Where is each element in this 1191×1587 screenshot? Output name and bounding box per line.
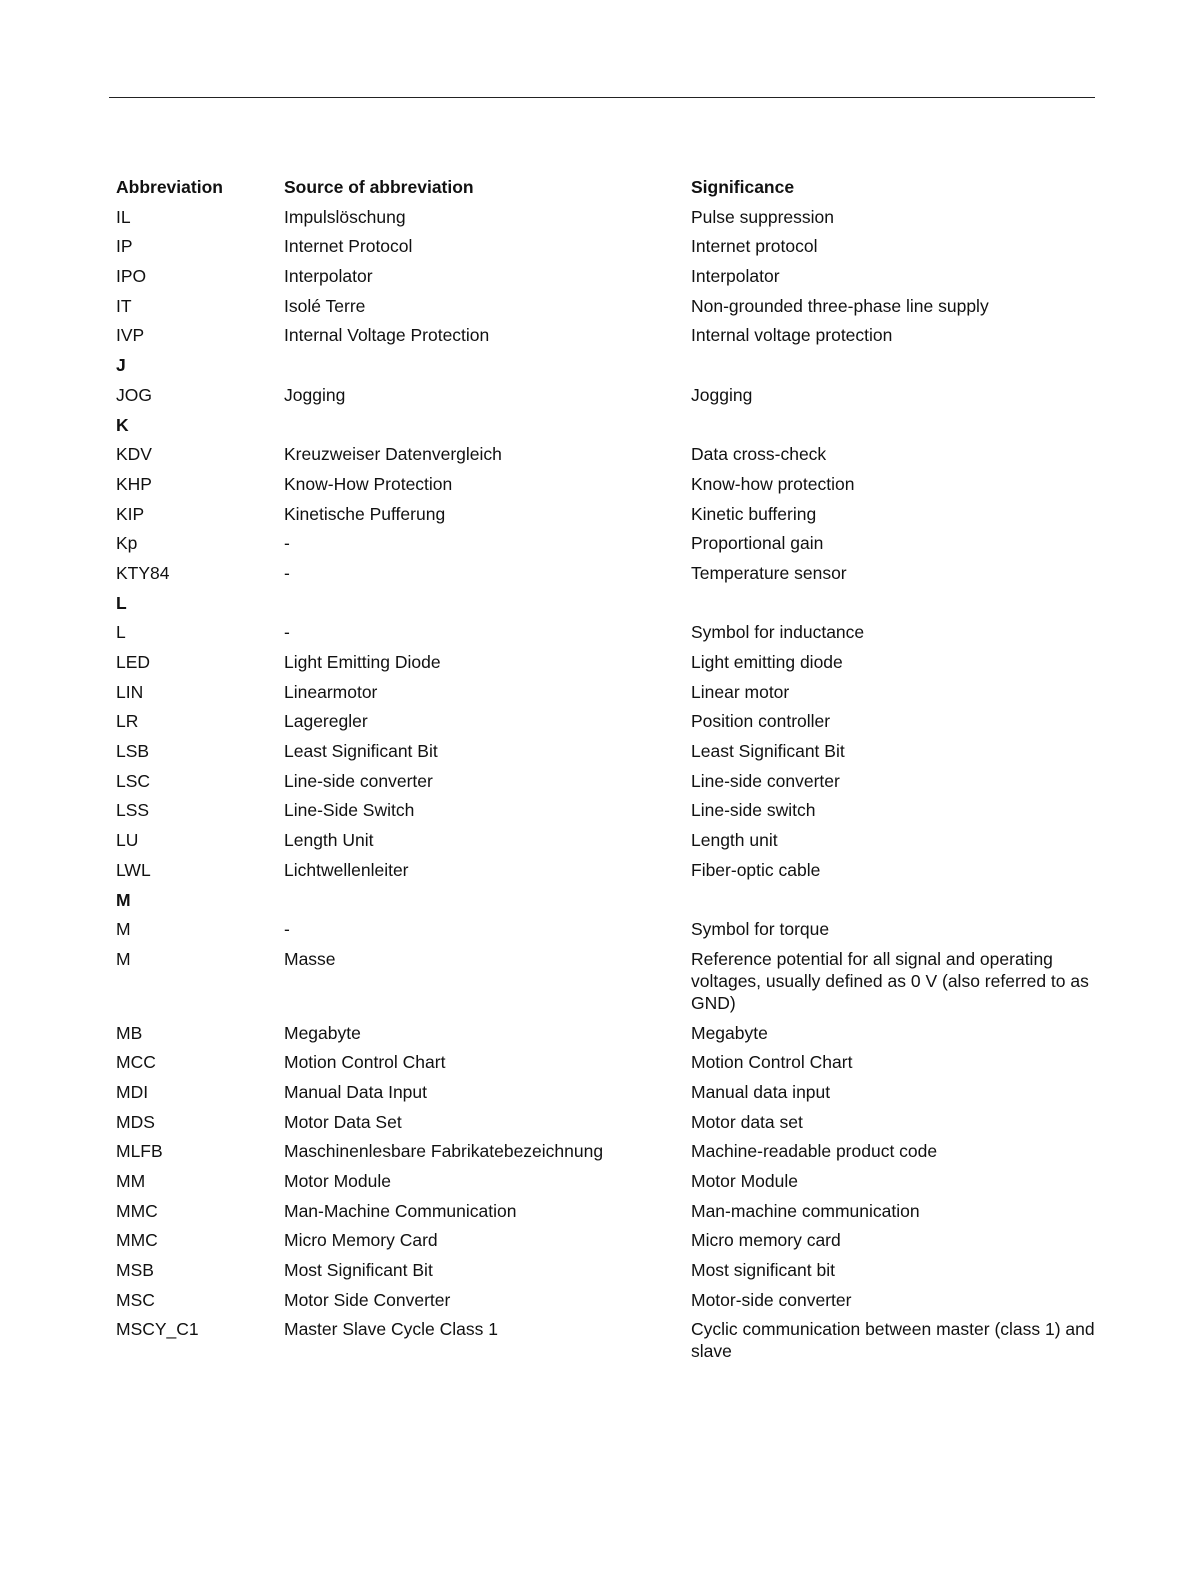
abbreviation-cell: LR <box>116 711 139 732</box>
significance-cell: Motor Module <box>691 1171 798 1191</box>
significance-cell: Line-side switch <box>691 800 816 821</box>
source-cell: Isolé Terre <box>284 295 366 316</box>
table-row <box>116 1170 1101 1200</box>
abbreviation-cell: IPO <box>116 266 147 287</box>
significance-cell: Length unit <box>691 830 778 851</box>
table-row <box>116 740 1101 770</box>
abbreviation-cell: M <box>116 948 131 969</box>
significance-cell: Reference potential for all signal and operating voltages, usually defined as 0 V (also referred to as GND) <box>691 948 1089 1013</box>
header-significance: Significance <box>691 177 795 197</box>
table-header-row <box>116 176 1101 206</box>
significance-cell: Motor data set <box>691 1111 803 1132</box>
abbreviation-cell: MSCY_C1 <box>116 1319 199 1340</box>
table-row <box>116 948 1101 1022</box>
source-cell: Motor Module <box>284 1171 391 1191</box>
header-abbreviation: Abbreviation <box>116 177 223 197</box>
table-row <box>116 829 1101 859</box>
abbreviation-cell: MMC <box>116 1200 158 1221</box>
abbreviation-cell: MB <box>116 1022 143 1043</box>
source-cell: Length Unit <box>284 830 374 851</box>
abbreviation-cell: LSB <box>116 741 150 762</box>
table-row <box>116 621 1101 651</box>
abbreviation-cell: MM <box>116 1171 146 1191</box>
section-spacer <box>284 889 1101 919</box>
significance-cell: Man-machine communication <box>691 1200 920 1221</box>
abbreviation-cell: L <box>116 622 126 643</box>
section-letter: K <box>116 414 129 435</box>
table-row <box>116 473 1101 503</box>
table-row <box>116 1022 1101 1052</box>
table-row <box>116 651 1101 681</box>
significance-cell: Motion Control Chart <box>691 1052 853 1073</box>
source-cell: Lichtwellenleiter <box>284 859 409 880</box>
significance-cell: Non-grounded three-phase line supply <box>691 295 989 316</box>
significance-cell: Cyclic communication between master (class 1) and slave <box>691 1319 1095 1362</box>
significance-cell: Jogging <box>691 384 753 405</box>
abbreviation-cell: MDS <box>116 1111 155 1132</box>
source-cell: Micro Memory Card <box>284 1230 438 1251</box>
source-cell: Linearmotor <box>284 681 378 702</box>
significance-cell: Internal voltage protection <box>691 325 893 346</box>
source-cell: Man-Machine Communication <box>284 1200 517 1221</box>
table-row <box>116 384 1101 414</box>
table-row <box>116 295 1101 325</box>
abbreviation-cell: LWL <box>116 859 151 880</box>
significance-cell: Linear motor <box>691 681 790 702</box>
significance-cell: Line-side converter <box>691 770 840 791</box>
table-row <box>116 681 1101 711</box>
significance-cell: Manual data input <box>691 1081 831 1102</box>
source-cell: Maschinenlesbare Fabrikatebezeichnung <box>284 1141 604 1162</box>
table-row <box>116 265 1101 295</box>
table-row <box>116 1259 1101 1289</box>
source-cell: Least Significant Bit <box>284 741 438 762</box>
source-cell: Masse <box>284 948 336 969</box>
significance-cell: Symbol for torque <box>691 919 830 940</box>
source-cell: Interpolator <box>284 266 373 287</box>
section-spacer <box>284 354 1101 384</box>
abbreviation-cell: LSC <box>116 770 151 791</box>
abbreviation-cell: IT <box>116 295 132 316</box>
significance-cell: Symbol for inductance <box>691 622 865 643</box>
section-letter: M <box>116 889 131 910</box>
section-letter: J <box>116 355 126 376</box>
source-cell: Motor Side Converter <box>284 1289 451 1310</box>
table-row <box>116 1229 1101 1259</box>
source-cell: Light Emitting Diode <box>284 652 441 672</box>
table-row <box>116 1111 1101 1141</box>
source-cell: Motion Control Chart <box>284 1052 446 1073</box>
abbreviation-cell: M <box>116 919 131 940</box>
source-cell: Lageregler <box>284 711 368 732</box>
significance-cell: Pulse suppression <box>691 206 834 227</box>
significance-cell: Position controller <box>691 711 831 732</box>
significance-cell: Proportional gain <box>691 533 824 554</box>
source-cell: Master Slave Cycle Class 1 <box>284 1319 498 1340</box>
header-rule <box>109 97 1095 98</box>
source-cell: Know-How Protection <box>284 473 453 494</box>
table-row <box>116 770 1101 800</box>
source-cell: Jogging <box>284 384 346 405</box>
table-row <box>116 710 1101 740</box>
abbreviation-cell: KTY84 <box>116 562 170 583</box>
significance-cell: Know-how protection <box>691 473 855 494</box>
abbreviation-cell: KDV <box>116 444 152 465</box>
significance-cell: Least Significant Bit <box>691 741 845 762</box>
source-cell: Kreuzweiser Datenvergleich <box>284 444 502 465</box>
significance-cell: Kinetic buffering <box>691 503 817 524</box>
abbreviation-table <box>116 176 1101 1370</box>
significance-cell: Interpolator <box>691 266 780 287</box>
source-cell: Line-side converter <box>284 770 433 791</box>
source-cell: Most Significant Bit <box>284 1260 433 1281</box>
table-row <box>116 1081 1101 1111</box>
table-row <box>116 532 1101 562</box>
abbreviation-cell: IVP <box>116 325 145 346</box>
abbreviation-cell: LED <box>116 652 151 672</box>
abbreviation-cell: MSB <box>116 1260 154 1281</box>
table-row <box>116 1289 1101 1319</box>
section-row <box>116 354 1101 384</box>
section-row <box>116 889 1101 919</box>
table-row <box>116 443 1101 473</box>
significance-cell: Temperature sensor <box>691 562 847 583</box>
abbreviation-cell: MCC <box>116 1052 156 1073</box>
significance-cell: Micro memory card <box>691 1230 841 1251</box>
source-cell: - <box>284 562 290 583</box>
table-row <box>116 562 1101 592</box>
section-spacer <box>284 414 1101 444</box>
section-letter: L <box>116 592 127 613</box>
source-cell: Kinetische Pufferung <box>284 503 446 524</box>
table-row <box>116 1140 1101 1170</box>
abbreviation-cell: JOG <box>116 384 152 405</box>
source-cell: Megabyte <box>284 1022 361 1043</box>
source-cell: Motor Data Set <box>284 1111 402 1132</box>
source-cell: Internal Voltage Protection <box>284 325 490 346</box>
source-cell: Line-Side Switch <box>284 800 415 821</box>
section-row <box>116 414 1101 444</box>
abbreviation-cell: IP <box>116 236 133 257</box>
table-row <box>116 206 1101 236</box>
significance-cell: Megabyte <box>691 1022 768 1043</box>
significance-cell: Light emitting diode <box>691 652 843 672</box>
abbreviation-cell: LIN <box>116 681 144 702</box>
table-row <box>116 1051 1101 1081</box>
abbreviation-cell: Kp <box>116 533 138 554</box>
table-row <box>116 503 1101 533</box>
header-source: Source of abbreviation <box>284 177 474 197</box>
table-row <box>116 918 1101 948</box>
abbreviation-cell: KIP <box>116 503 145 524</box>
section-row <box>116 592 1101 622</box>
source-cell: Manual Data Input <box>284 1081 428 1102</box>
table-row <box>116 1200 1101 1230</box>
table-row <box>116 235 1101 265</box>
table-body <box>116 206 1101 1370</box>
source-cell: Internet Protocol <box>284 236 413 257</box>
significance-cell: Motor-side converter <box>691 1289 852 1310</box>
source-cell: Impulslöschung <box>284 206 406 227</box>
significance-cell: Machine-readable product code <box>691 1141 938 1162</box>
abbreviation-cell: MLFB <box>116 1141 163 1162</box>
significance-cell: Internet protocol <box>691 236 818 257</box>
abbreviation-cell: LU <box>116 830 139 851</box>
significance-cell: Most significant bit <box>691 1260 835 1281</box>
abbreviation-cell: KHP <box>116 473 152 494</box>
section-spacer <box>284 592 1101 622</box>
source-cell: - <box>284 533 290 554</box>
abbreviation-cell: MSC <box>116 1289 155 1310</box>
abbreviation-cell: MMC <box>116 1230 158 1251</box>
abbreviation-cell: MDI <box>116 1081 149 1102</box>
source-cell: - <box>284 919 290 940</box>
significance-cell: Fiber-optic cable <box>691 859 821 880</box>
table-row <box>116 1318 1101 1370</box>
table-row <box>116 324 1101 354</box>
abbreviation-cell: LSS <box>116 800 150 821</box>
source-cell: - <box>284 622 290 643</box>
table-row <box>116 799 1101 829</box>
table-row <box>116 859 1101 889</box>
significance-cell: Data cross-check <box>691 444 827 465</box>
abbreviation-cell: IL <box>116 206 131 227</box>
